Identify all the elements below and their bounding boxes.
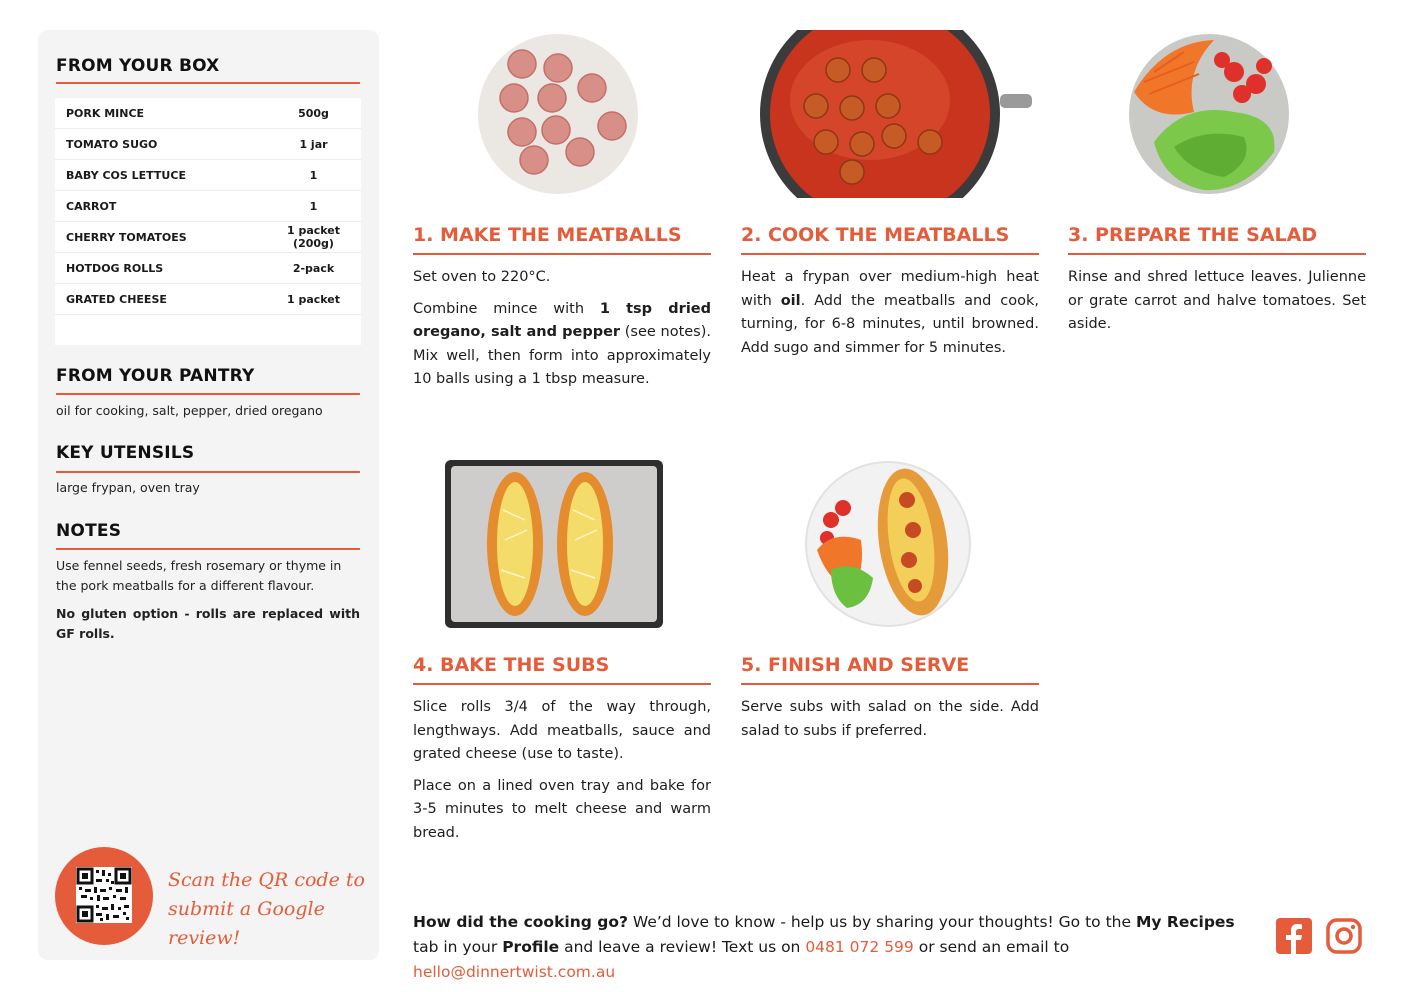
step-3-rule bbox=[1068, 253, 1366, 255]
ingredient-name: CARROT bbox=[66, 199, 117, 213]
ingredient-name: CHERRY TOMATOES bbox=[66, 230, 187, 244]
qr-code-badge[interactable] bbox=[55, 847, 153, 945]
utensils-text: large frypan, oven tray bbox=[56, 480, 200, 495]
instagram-icon[interactable] bbox=[1326, 918, 1362, 954]
meatballs-pan-photo bbox=[760, 30, 1032, 198]
ingredients-table bbox=[55, 98, 361, 345]
table-row bbox=[55, 160, 361, 191]
qr-prompt-line1: Scan the QR code to bbox=[168, 869, 365, 891]
table-row bbox=[55, 222, 361, 253]
review-footer bbox=[413, 910, 1263, 985]
step-5-title: 5. FINISH AND SERVE bbox=[741, 654, 970, 676]
box-heading-rule bbox=[56, 82, 360, 84]
ingredient-qty: 1 bbox=[309, 199, 318, 213]
step-4-title: 4. BAKE THE SUBS bbox=[413, 654, 610, 676]
step-2-body bbox=[741, 266, 1039, 368]
footer-profile: Profile bbox=[502, 938, 560, 956]
footer-text-4: or send an email to bbox=[913, 938, 1070, 956]
ingredient-qty: 2-pack bbox=[292, 261, 335, 275]
qr-code[interactable] bbox=[76, 867, 132, 923]
meatballs-raw-photo bbox=[474, 32, 642, 196]
pantry-text: oil for cooking, salt, pepper, dried oregano bbox=[56, 403, 323, 418]
notes-gluten-text: No gluten option - rolls are replaced with GF rolls. bbox=[56, 606, 360, 641]
step-2-title: 2. COOK THE MEATBALLS bbox=[741, 224, 1010, 246]
ingredients-sidebar bbox=[38, 30, 379, 960]
step-1-text-1: Set oven to 220°C. bbox=[413, 269, 551, 285]
table-row bbox=[55, 191, 361, 222]
step-1-text-2a: Combine mince with bbox=[413, 300, 600, 317]
ingredient-name: TOMATO SUGO bbox=[66, 137, 158, 151]
step-5-text-1: Serve subs with salad on the side. Add salad to subs if preferred. bbox=[741, 699, 1039, 739]
ingredient-qty: 1 packet bbox=[286, 292, 341, 306]
facebook-icon[interactable] bbox=[1276, 918, 1312, 954]
ingredient-qty: 1 packet (200g) bbox=[286, 224, 341, 250]
step-5-rule bbox=[741, 683, 1039, 685]
footer-text-1: We’d love to know - help us by sharing your thoughts! Go to the bbox=[627, 913, 1136, 931]
ingredient-name: HOTDOG ROLLS bbox=[66, 261, 164, 275]
step-2-text-1c: . Add the meatballs and cook, turning, for 6-8 minutes, until browned. Add sugo and simmer for 5 minutes. bbox=[741, 292, 1039, 356]
footer-question: How did the cooking go? bbox=[413, 913, 628, 931]
step-1-text-2 bbox=[413, 298, 711, 392]
ingredient-qty: 500g bbox=[298, 106, 329, 120]
pantry-heading: FROM YOUR PANTRY bbox=[56, 366, 255, 386]
ingredient-name: BABY COS LETTUCE bbox=[66, 168, 186, 182]
step-1-body bbox=[413, 266, 711, 400]
box-heading: FROM YOUR BOX bbox=[56, 56, 220, 76]
step-5-body bbox=[741, 696, 1039, 751]
step-2-text-1b: oil bbox=[780, 292, 801, 309]
step-4-body bbox=[413, 696, 711, 853]
footer-my-recipes: My Recipes bbox=[1135, 913, 1235, 931]
step-4-text-1: Slice rolls 3/4 of the way through, lengthways. Add meatballs, sauce and grated cheese (use to taste). bbox=[413, 699, 711, 762]
phone-link[interactable]: 0481 072 599 bbox=[805, 938, 914, 956]
qr-prompt-line2: submit a Google review! bbox=[168, 898, 325, 949]
table-row bbox=[55, 98, 361, 129]
notes-heading: NOTES bbox=[56, 521, 122, 541]
served-plate-photo bbox=[803, 460, 973, 628]
utensils-heading-rule bbox=[56, 471, 360, 473]
ingredient-name: GRATED CHEESE bbox=[66, 292, 167, 306]
utensils-heading: KEY UTENSILS bbox=[56, 443, 195, 463]
step-3-body bbox=[1068, 266, 1366, 345]
table-row-empty bbox=[55, 315, 361, 345]
step-1-title: 1. MAKE THE MEATBALLS bbox=[413, 224, 682, 246]
salad-bowl-photo bbox=[1124, 32, 1294, 196]
step-3-text-1: Rinse and shred lettuce leaves. Julienne or grate carrot and halve tomatoes. Set aside. bbox=[1068, 269, 1366, 332]
step-3-title: 3. PREPARE THE SALAD bbox=[1068, 224, 1318, 246]
qr-prompt bbox=[168, 866, 379, 953]
step-1-rule bbox=[413, 253, 711, 255]
step-2-text-1a: Heat a frypan over medium-high heat with bbox=[741, 269, 1039, 309]
step-4-rule bbox=[413, 683, 711, 685]
step-2-rule bbox=[741, 253, 1039, 255]
ingredient-qty: 1 bbox=[309, 168, 318, 182]
notes-heading-rule bbox=[56, 548, 360, 550]
subs-tray-photo bbox=[445, 460, 663, 628]
footer-text-2: tab in your bbox=[413, 938, 503, 956]
step-1-text-2c: (see notes). Mix well, then form into approximately 10 balls using a 1 tbsp measure. bbox=[413, 324, 711, 387]
pantry-heading-rule bbox=[56, 393, 360, 395]
ingredient-qty: 1 jar bbox=[299, 137, 328, 151]
step-4-text-2: Place on a lined oven tray and bake for 3-5 minutes to melt cheese and warm bread. bbox=[413, 777, 711, 841]
step-2-text-1 bbox=[741, 266, 1039, 360]
table-row bbox=[55, 253, 361, 284]
ingredient-name: PORK MINCE bbox=[66, 106, 145, 120]
notes-text: Use fennel seeds, fresh rosemary or thyme in the pork meatballs for a different flavour. bbox=[56, 558, 342, 593]
footer-text-3: and leave a review! Text us on bbox=[559, 938, 806, 956]
table-row bbox=[55, 129, 361, 160]
table-row bbox=[55, 284, 361, 315]
step-1-text-2b: 1 tsp dried oregano, salt and pepper bbox=[413, 300, 711, 340]
email-link[interactable]: hello@dinnertwist.com.au bbox=[413, 963, 616, 981]
